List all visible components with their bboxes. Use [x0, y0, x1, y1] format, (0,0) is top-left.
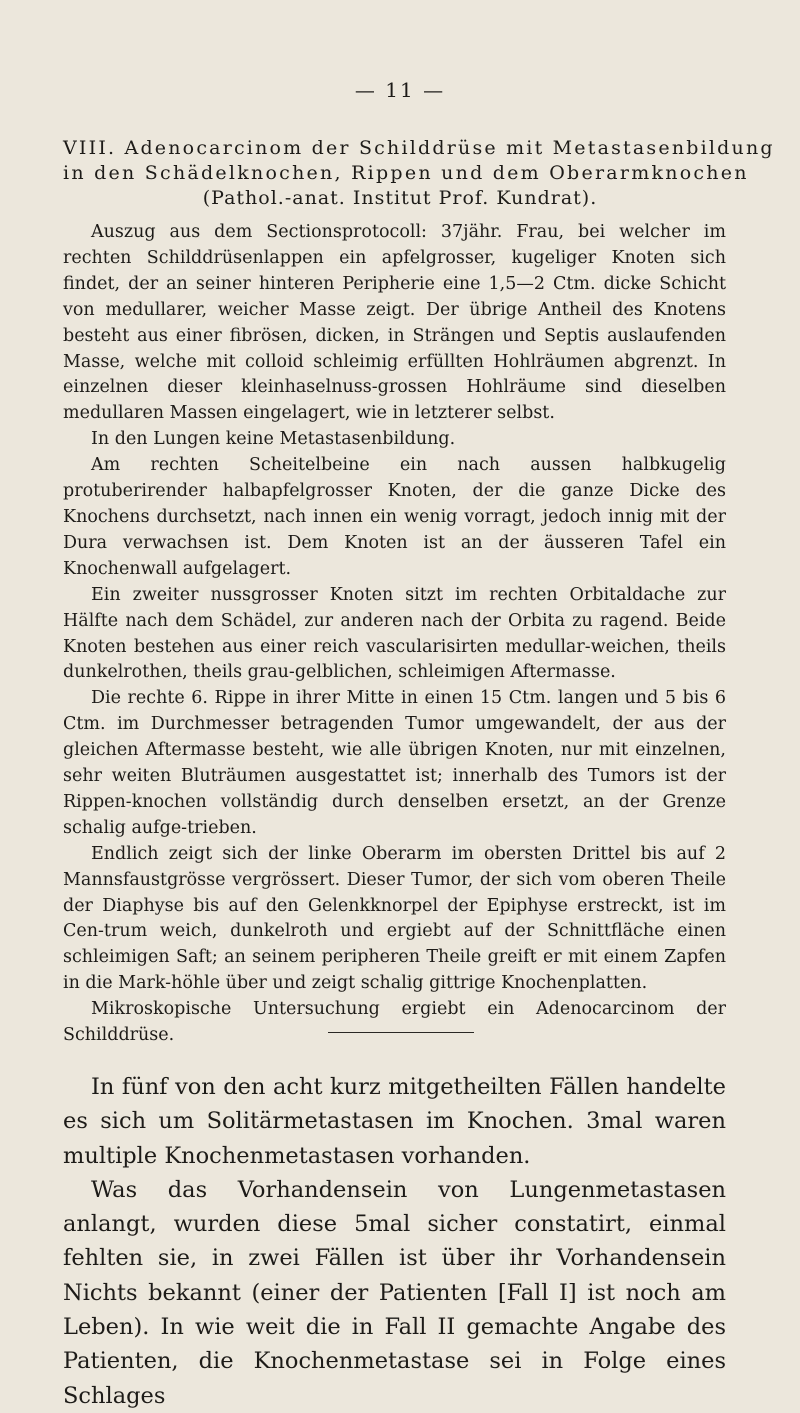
paragraph-lungs: In den Lungen keine Metastasenbildung. — [91, 429, 456, 450]
paragraph-rib: Die rechte 6. Rippe in ihrer Mitte in einen 15 Ctm. langen und 5 bis 6 Ctm. im Durchmesser betragenden Tumor umgewandelt, der aus der gleichen Aftermasse besteht, wie alle übrigen Knoten, nur mit einzelnen, sehr weiten Bluträumen ausgestattet ist; innerhalb des Tumors ist der Rippen-knochen vollständig durch denselben ersetzt, an der Grenze schalig aufge-trieben. — [63, 688, 726, 838]
case-heading-line-2: in den Schädelknochen, Rippen und dem Oberarmknochen — [63, 162, 749, 184]
case-report-body — [63, 220, 726, 1049]
paragraph-humerus: Endlich zeigt sich der linke Oberarm im obersten Drittel bis auf 2 Mannsfaustgrösse vergrössert. Dieser Tumor, der sich vom oberen Theile der Diaphyse bis auf den Gelenkknorpel der Epiphyse erstreckt, ist im Cen-trum weich, dunkelroth und ergiebt auf der Schnittfläche einen schleimigen Saft; an seinem peripheren Theile greift er mit einem Zapfen in die Mark-höhle über und zeigt schalig gittrige Knochenplatten. — [63, 843, 726, 994]
paragraph-microscopy: Mikroskopische Untersuchung ergiebt ein Adenocarcinom der Schilddrüse. — [63, 999, 726, 1046]
paragraph-parietal-bone: Am rechten Scheitelbeine ein nach aussen halbkugelig protuberirender halbapfelgrosser Knoten, der die ganze Dicke des Knochens durchsetzt, nach innen ein wenig vorragt, jedoch innig mit der Dura verwachsen ist. Dem Knoten ist an der äusseren Tafel ein Knochenwall aufgelagert. — [63, 455, 726, 579]
case-heading-line-1: VIII. Adenocarcinom der Schilddrüse mit Metastasenbildung — [63, 137, 775, 159]
paragraph-orbital-roof: Ein zweiter nussgrosser Knoten sitzt im rechten Orbitaldache zur Hälfte nach dem Schädel, zur anderen nach der Orbita zu ragend. Beide Knoten bestehen aus einer reich vascularisirten medullar-weichen, theils dunkelrothen, theils grau-gelblichen, schleimigen Aftermasse. — [63, 584, 726, 683]
page-number: — 11 — — [354, 78, 446, 102]
paragraph-solitary-metastases: In fünf von den acht kurz mitgetheilten Fällen handelte es sich um Solitärmetastasen im Knochen. 3mal waren multiple Knochenmetastasen vorhanden. — [63, 1074, 726, 1169]
paragraph-section-protocol: Auszug aus dem Sectionsprotocoll: 37jähr. Frau, bei welcher im rechten Schilddrüsenlappen ein apfelgrosser, kugeliger Knoten sich findet, der an seiner hinteren Peripherie eine 1,5—2 Ctm. dicke Schicht von medullarer, weicher Masse zeigt. Der übrige Antheil des Knotens besteht aus einer fibrösen, dicken, in Strängen und Septis auslaufenden Masse, welche mit colloid schleimig erfüllten Hohlräumen abgrenzt. In einzelnen dieser kleinhaselnuss-grossen Hohlräume sind dieselben medullaren Massen eingelagert, wie in letzterer selbst. — [63, 222, 726, 424]
section-divider — [328, 1032, 474, 1033]
discussion-body — [63, 1070, 726, 1413]
case-heading-institute: (Pathol.-anat. Institut Prof. Kundrat). — [202, 187, 598, 209]
paragraph-lung-metastases: Was das Vorhandensein von Lungenmetastasen anlangt, wurden diese 5mal sicher constatirt, einmal fehlten sie, in zwei Fällen ist über ihr Vorhandensein Nichts bekannt (einer der Patienten [Fall I] ist noch am Leben). In wie weit die in Fall II gemachte Angabe des Patienten, die Knochenmetastase sei in Folge eines Schlages — [63, 1176, 726, 1409]
